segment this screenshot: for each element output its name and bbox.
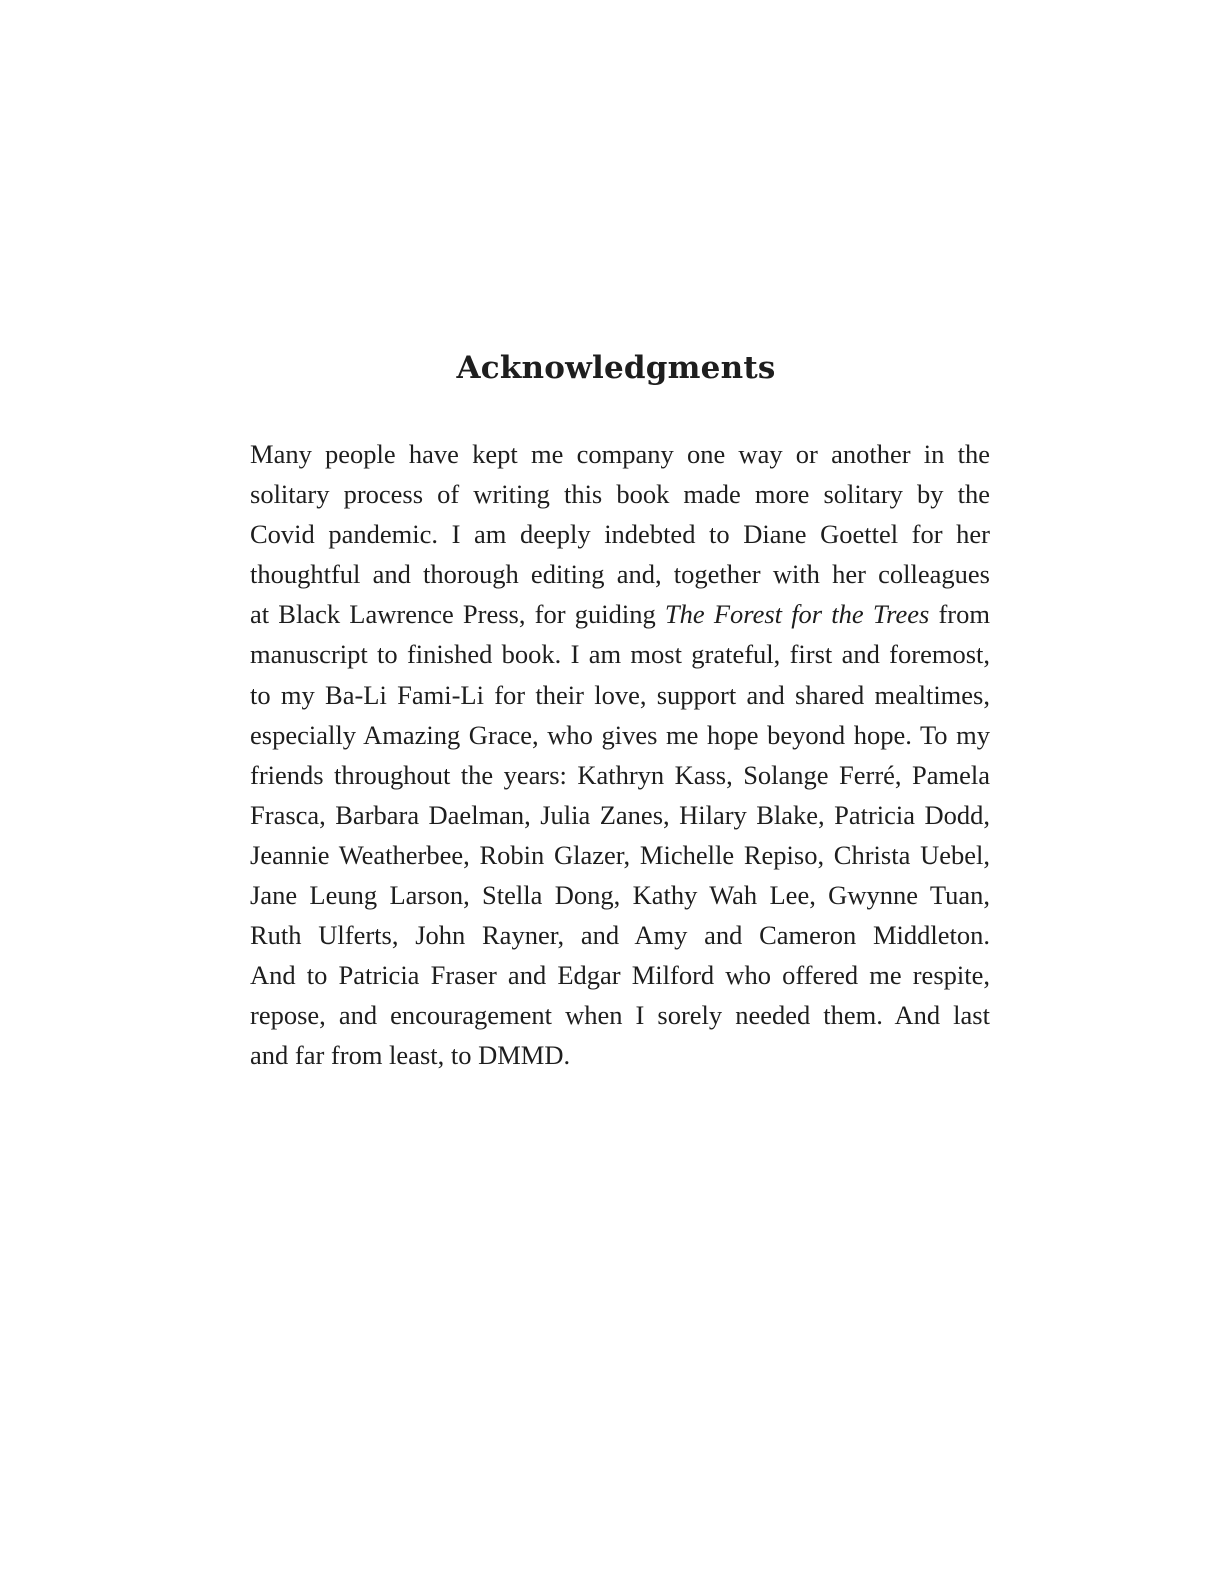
acknowledgments-paragraph [250, 434, 990, 1076]
text-line: friends throughout the years: Kathryn Kass, Solange Ferré, Pamela [250, 759, 990, 790]
text-line: Jeannie Weatherbee, Robin Glazer, Michelle Repiso, Christa Uebel, [250, 839, 990, 870]
text-line: thoughtful and thorough editing and, together with her colleagues [250, 559, 990, 590]
text-line: Jane Leung Larson, Stella Dong, Kathy Wah Lee, Gwynne Tuan, [250, 880, 990, 911]
text-line: Ruth Ulferts, John Rayner, and Amy and Cameron Middleton. [250, 920, 990, 951]
text-line: especially Amazing Grace, who gives me hope beyond hope. To my [250, 719, 990, 750]
page-title: Acknowledgments [456, 350, 776, 386]
text-line: Frasca, Barbara Daelman, Julia Zanes, Hilary Blake, Patricia Dodd, [250, 799, 990, 830]
text-line: to my Ba-Li Fami-Li for their love, support and shared mealtimes, [250, 679, 990, 710]
text-line: and far from least, to DMMD. [250, 1040, 571, 1071]
text-line: Covid pandemic. I am deeply indebted to Diane Goettel for her [250, 519, 990, 550]
text-segment: from [929, 599, 990, 630]
text-line: solitary process of writing this book made more solitary by the [250, 479, 990, 510]
text-segment: at Black Lawrence Press, for guiding [250, 599, 665, 630]
text-line: And to Patricia Fraser and Edgar Milford who offered me respite, [250, 960, 990, 991]
text-line: Many people have kept me company one way or another in the [250, 439, 990, 469]
book-title: The Forest for the Trees [664, 599, 930, 630]
text-line: repose, and encouragement when I sorely needed them. And last [250, 1000, 990, 1031]
text-line: manuscript to finished book. I am most grateful, first and foremost, [250, 639, 990, 670]
text-line-with-book-title [250, 594, 990, 634]
